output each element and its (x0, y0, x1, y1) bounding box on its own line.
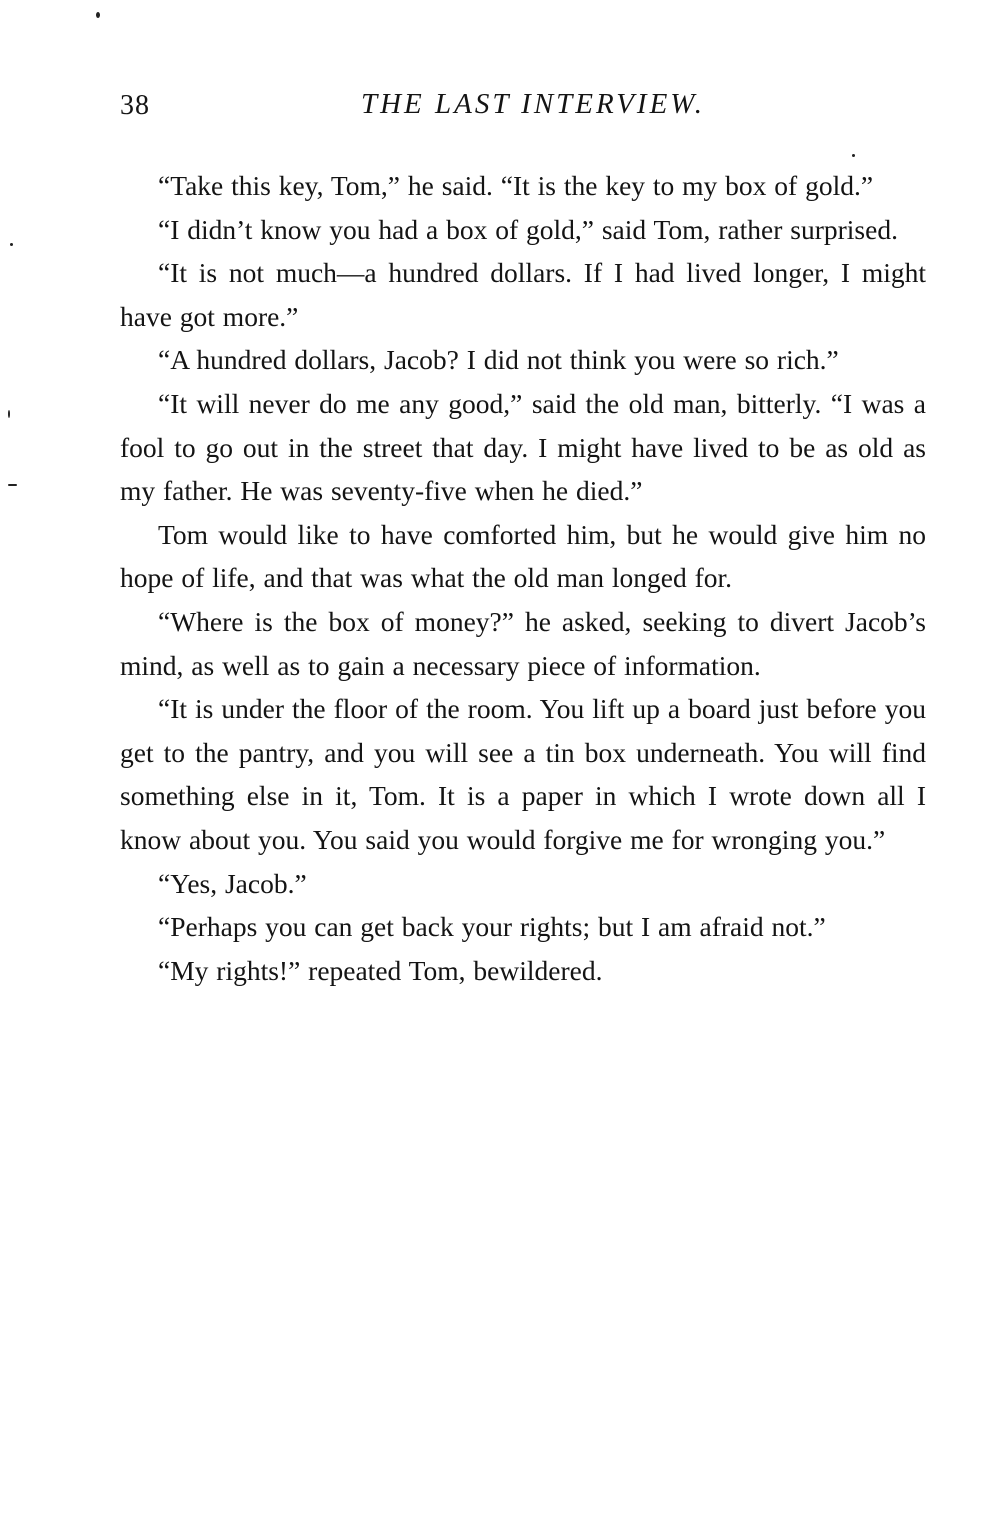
paragraph: “A hundred dollars, Jacob? I did not think you were so rich.” (158, 344, 839, 376)
paragraph: “Take this key, Tom,” he said. “It is the key to my box of gold.” (158, 170, 874, 201)
page-number: 38 (120, 90, 150, 121)
scan-speck (8, 410, 10, 418)
scan-speck (96, 12, 100, 18)
paragraph: “I didn’t know you had a box of gold,” said Tom, rather surprised. (158, 213, 898, 245)
paragraph: “My rights!” repeated Tom, bewildered. (158, 954, 603, 986)
scan-speck (8, 484, 17, 486)
running-head (120, 88, 926, 128)
scan-speck (10, 243, 13, 246)
paragraph: “It is not much—a hundred dollars. If I had lived longer, I might have got more.” (120, 257, 926, 332)
running-title: THE LAST INTERVIEW. (360, 88, 706, 120)
paragraph: “Yes, Jacob.” (158, 867, 307, 899)
paragraph: “Perhaps you can get back your rights; but I am afraid not.” (158, 911, 826, 943)
paragraph: Tom would like to have comforted him, but he would give him no hope of life, and that was what the old man longed for. (120, 518, 926, 594)
body-text (120, 164, 926, 992)
paragraph: “Where is the box of money?” he asked, seeking to divert Jacob’s mind, as well as to gain a necessary piece of information. (120, 605, 926, 681)
paragraph: “It is under the floor of the room. You lift up a board just before you get to the pantry, and you will see a tin box underneath. You will find something else in it, Tom. It is a paper in which I wrote down all I know about you. You said you would forgive me for wronging you.” (120, 693, 926, 855)
scan-speck (852, 154, 855, 157)
paragraph: “It will never do me any good,” said the old man, bitterly. “I was a fool to go out in the street that day. I might have lived to be as old as my father. He was seventy-five when he died.” (120, 387, 926, 507)
